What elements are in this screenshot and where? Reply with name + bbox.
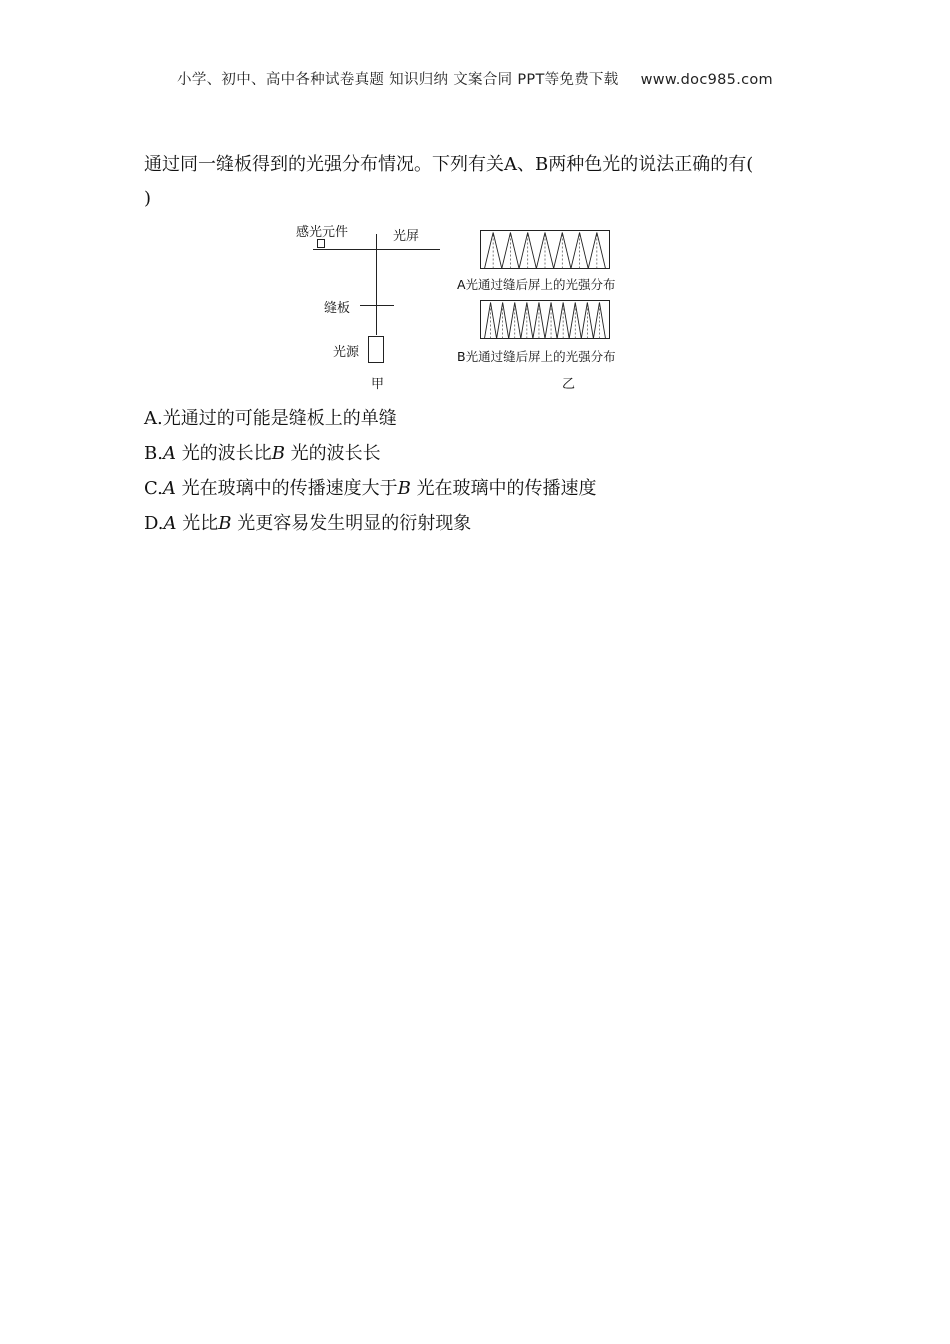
caption-jia: 甲 [371, 377, 385, 392]
options-list [144, 401, 597, 541]
header-text: 小学、初中、高中各种试卷真题 知识归纳 文案合同 PPT等免费下载 [177, 72, 619, 88]
caption-yi: 乙 [562, 377, 576, 392]
page-header [0, 68, 950, 89]
option-letter: C. [144, 478, 163, 499]
option-var: A [163, 513, 177, 534]
source-label: 光源 [333, 345, 360, 360]
option-var: B [271, 443, 285, 464]
pattern-a-fringes [485, 233, 606, 269]
option-letter: B. [144, 443, 163, 464]
experiment-figure [280, 218, 680, 398]
option-text: 光比 [182, 513, 219, 534]
pattern-a [481, 231, 610, 269]
caption-a: A光通过缝后屏上的光强分布 [457, 277, 616, 292]
pattern-b-fringes [485, 303, 606, 339]
option-text: 光更容易发生明显的衍射现象 [237, 513, 472, 534]
option-b[interactable] [144, 436, 597, 471]
question-stem [144, 148, 824, 216]
slit-label: 缝板 [324, 301, 351, 316]
option-d[interactable] [144, 506, 597, 541]
option-letter: A. [144, 408, 163, 429]
option-text: 光在玻璃中的传播速度 [416, 478, 597, 499]
sensor-label: 感光元件 [296, 225, 349, 240]
option-var: A [162, 443, 176, 464]
header-site: www.doc985.com [640, 72, 773, 88]
light-source [369, 337, 384, 363]
option-c[interactable] [144, 471, 597, 506]
option-text: 光的波长长 [290, 443, 381, 464]
screen-label: 光屏 [393, 229, 420, 244]
pattern-b [481, 301, 610, 339]
option-var: A [162, 478, 176, 499]
option-text: 光通过的可能是缝板上的单缝 [162, 408, 397, 429]
option-var: B [218, 513, 232, 534]
option-letter: D. [144, 513, 164, 534]
stem-line-2: ) [144, 188, 152, 209]
figure-jia [313, 234, 440, 363]
sensor-element [318, 240, 325, 248]
stem-line-1: 通过同一缝板得到的光强分布情况。下列有关A、B两种色光的说法正确的有( [144, 154, 754, 175]
caption-b: B光通过缝后屏上的光强分布 [457, 349, 616, 364]
option-a[interactable] [144, 401, 597, 436]
option-text: 光在玻璃中的传播速度大于 [181, 478, 398, 499]
option-text: 光的波长比 [181, 443, 272, 464]
option-var: B [397, 478, 411, 499]
